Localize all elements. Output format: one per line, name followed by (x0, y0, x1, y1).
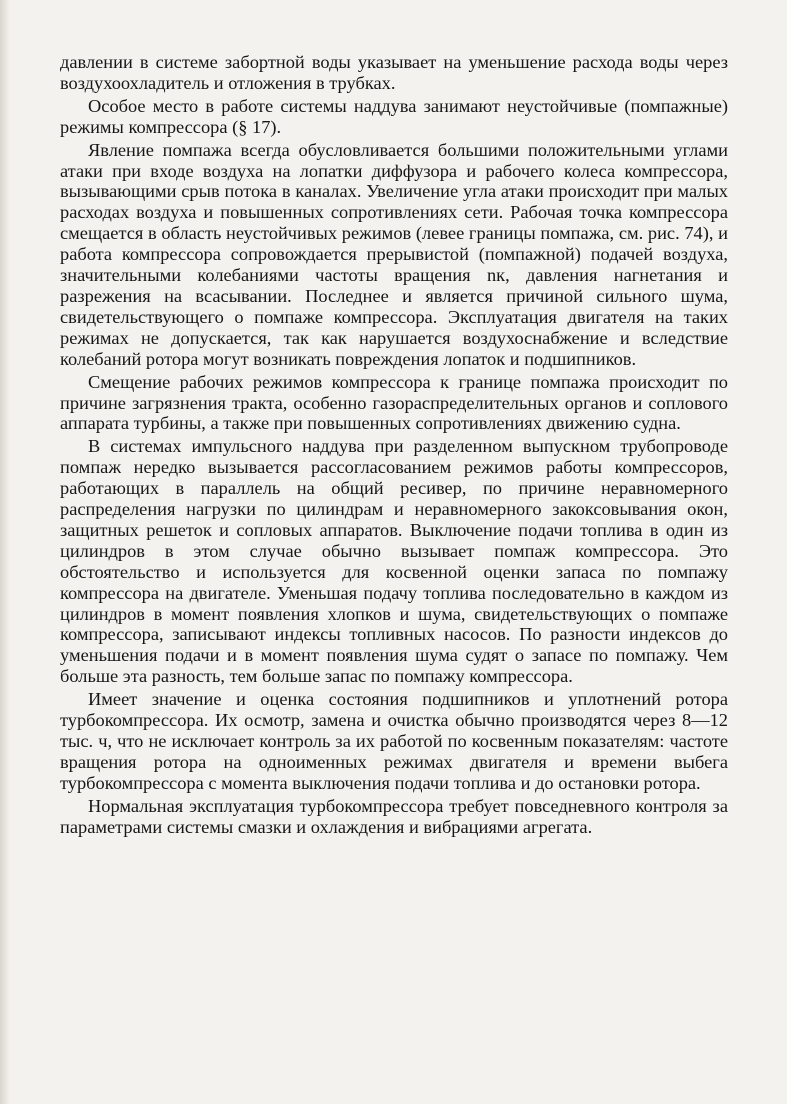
paragraph-surge-modes: Особое место в работе системы наддува занимают неустойчивые (помпажные) режимы компрессора (§ 17). (60, 95, 728, 137)
paragraph-continuation: давлении в системе забортной воды указывает на уменьшение расхода воды через воздухоохладитель и отложения в трубках. (60, 52, 728, 93)
paragraph-pulse-system: В системах импульсного наддува при разделенном выпускном трубопроводе помпаж нередко вызывается рассогласованием режимов работы компрессоров, работающих в параллель на общий ресивер, по причине неравномерного распределения нагрузки по цилиндрам и неравномерного закоксовывания окон, защитных решеток и сопловых аппаратов. Выключение подачи топлива в один из цилиндров в этом случае обычно вызывает помпаж компрессора. Это обстоятельство и используется для косвенной оценки запаса по помпажу компрессора на двигателе. Уменьшая подачу топлива последовательно в каждом из цилиндров в момент появления хлопков и шума, свидетельствующих о помпаже компрессора, записывают индексы топливных насосов. По разности индексов до уменьшения подачи и в момент появления шума судят о запасе по помпажу. Чем больше эта разность, тем больше запас по помпажу компрессора. (60, 436, 728, 687)
scan-edge-shadow (0, 0, 10, 1104)
paragraph-normal-operation: Нормальная эксплуатация турбокомпрессора требует повседневного контроля за параметрами системы смазки и охлаждения и вибрациями агрегата. (60, 795, 728, 837)
paragraph-surge-cause: Явление помпажа всегда обусловливается большими положительными углами атаки при входе воздуха на лопатки диффузора и рабочего колеса компрессора, вызывающими срыв потока в каналах. Увеличение угла атаки происходит при малых расходах воздуха и повышенных сопротивлениях сети. Рабочая точка компрессора смещается в область неустойчивых режимов (левее границы помпажа, см. рис. 74), и работа компрессора сопровождается прерывистой (помпажной) подачей воздуха, значительными колебаниями частоты вращения nк, давления нагнетания и разрежения на всасывании. Последнее и является причиной сильного шума, свидетельствующего о помпаже компрессора. Эксплуатация двигателя на таких режимах не допускается, так как нарушается воздухоснабжение и вследствие колебаний ротора могут возникать повреждения лопаток и подшипников. (60, 139, 728, 369)
document-page (60, 52, 728, 838)
paragraph-surge-shift: Смещение рабочих режимов компрессора к границе помпажа происходит по причине загрязнения тракта, особенно газораспределительных органов и соплового аппарата турбины, а также при повышенных сопротивлениях движению судна. (60, 371, 728, 434)
paragraph-bearings: Имеет значение и оценка состояния подшипников и уплотнений ротора турбокомпрессора. Их осмотр, замена и очистка обычно производятся через 8—12 тыс. ч, что не исключает контроль за их работой по косвенным показателям: частоте вращения ротора на одноименных режимах двигателя и времени выбега турбокомпрессора с момента выключения подачи топлива и до остановки ротора. (60, 689, 728, 793)
